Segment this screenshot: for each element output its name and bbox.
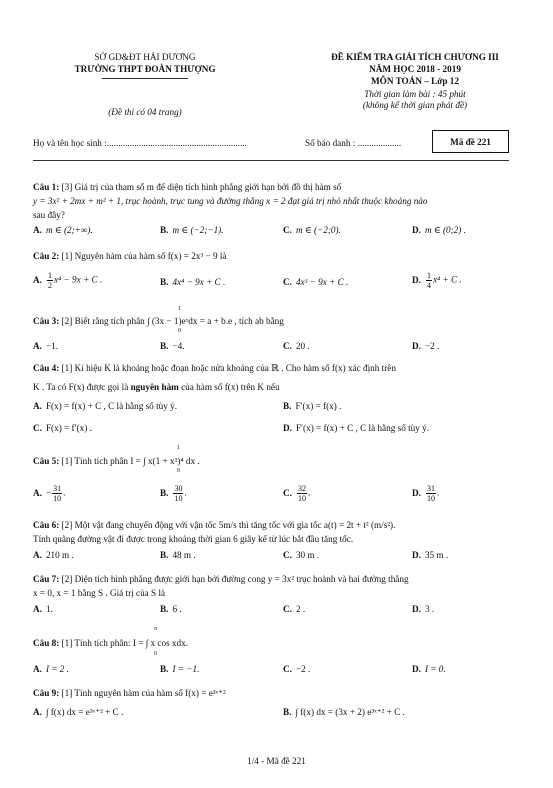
question-1-text-line3: sau đây? <box>33 210 65 220</box>
q1-option-c[interactable]: C. m ∈ (−2;0). <box>283 225 341 235</box>
header-underline <box>102 78 188 79</box>
q5-option-b[interactable]: B. $\frac{30}{10}$ . <box>160 484 187 503</box>
q4-option-a[interactable]: A. F(x) = f(x) + C , C là hằng số tùy ý. <box>33 401 178 411</box>
q4-option-b[interactable]: B. F′(x) = f(x) . <box>283 401 342 411</box>
question-8-text: [1] Tính tích phân: I = ∫ x cos xdx. <box>59 638 189 648</box>
question-1 <box>33 180 523 222</box>
question-4-label: Câu 4: <box>33 363 60 373</box>
question-2 <box>33 249 523 263</box>
question-8 <box>33 636 523 650</box>
time-limit: Thời gian làm bài : 45 phút <box>364 89 466 99</box>
q8-option-d[interactable]: D. I = 0. <box>412 664 446 674</box>
question-3 <box>33 314 523 328</box>
q9-option-a[interactable]: A. ∫ f(x) dx = e³ˣ⁺² + C . <box>33 707 124 717</box>
pages-note: (Đề thi có 04 trang) <box>108 107 182 117</box>
q8-option-b[interactable]: B. I = −1. <box>160 664 200 674</box>
q4-option-c[interactable]: C. F(x) = f′(x) . <box>33 423 92 433</box>
question-4: Câu 4: [1] Kí hiệu K là khoảng hoặc đoạn hoặc nửa khoảng của ℝ . Cho hàm số f(x) xác định trên K . Ta có F(x) được gọi là nguyên hàm của hàm số f(x) trên K nếu <box>33 363 396 392</box>
question-8-label: Câu 8: <box>33 638 60 648</box>
q3-option-a[interactable]: A. −1. <box>33 341 59 351</box>
question-1-text: [3] Giá trị của tham số m để diện tích hình phẳng giới hạn bởi đồ thị hàm số <box>59 182 342 192</box>
q3-lower-limit: 0 <box>178 328 181 334</box>
q1-option-a[interactable]: A. m ∈ (2;+∞). <box>33 225 93 235</box>
page-footer: 1/4 - Mã đề 221 <box>247 756 306 766</box>
q3-option-d[interactable]: D. −2 . <box>412 341 440 351</box>
question-6-label: Câu 6: <box>33 520 60 530</box>
q2-option-c[interactable]: C. 4x³ − 9x + C . <box>283 277 349 287</box>
q4-option-d[interactable]: D. F′(x) = f(x) + C , C là hằng số tùy ý. <box>283 423 430 433</box>
q5-option-a[interactable]: A. − $\frac{31}{10}$ . <box>33 484 66 503</box>
question-9-label: Câu 9: <box>33 688 60 698</box>
q6-option-c[interactable]: C. 30 m . <box>283 550 320 560</box>
q3-option-b[interactable]: B. −4. <box>160 341 185 351</box>
q8-lower-limit: 0 <box>154 651 157 657</box>
question-6-text: [2] Một vật đang chuyển động với vận tốc 5m/s thì tăng tốc với gia tốc a(t) = 2t + t² (m/s²). <box>59 520 396 530</box>
question-5-label: Câu 5: <box>33 456 60 466</box>
question-9-text: [1] Tính nguyên hàm của hàm số f(x) = e³ˣ⁺² <box>59 688 226 698</box>
exam-code: Mã đề 221 <box>450 137 491 147</box>
q6-option-d[interactable]: D. 35 m . <box>412 550 449 560</box>
exam-title: ĐỀ KIỂM TRA GIẢI TÍCH CHƯƠNG III <box>331 52 499 62</box>
question-7 <box>33 572 523 600</box>
question-5-text: [1] Tính tích phân I = ∫ x(1 + x²)⁴ dx . <box>59 456 200 466</box>
question-7-label: Câu 7: <box>33 574 60 584</box>
question-7-text: [2] Diện tích hình phẳng được giới hạn bởi đường cong y = 3x² trục hoành và hai đường thẳng <box>59 574 409 584</box>
q7-option-b[interactable]: B. 6 . <box>160 604 182 614</box>
q2-option-a[interactable]: A. $\frac{1}{2}$ x⁴ − 9x + C . <box>33 271 103 290</box>
q1-option-b[interactable]: B. m ∈ (−2;−1). <box>160 225 224 235</box>
header-divider <box>33 160 509 161</box>
school-name: TRƯỜNG THPT ĐOÀN THƯỢNG <box>74 64 216 74</box>
question-4-text: [1] Kí hiệu K là khoảng hoặc đoạn hoặc nửa khoảng của ℝ . Cho hàm số f(x) xác định trên <box>59 363 396 373</box>
time-note: (không kể thời gian phát đề) <box>362 100 468 110</box>
q6-option-a[interactable]: A. 210 m . <box>33 550 74 560</box>
question-6 <box>33 518 523 546</box>
q8-option-a[interactable]: A. I = 2 . <box>33 664 69 674</box>
q2-option-d[interactable]: D. $\frac{1}{4}$ x⁴ + C . <box>412 271 462 290</box>
q5-option-c[interactable]: C. $\frac{32}{10}$ . <box>283 484 311 503</box>
question-1-text-line2: y = 3x² + 2mx + m² + 1, trục hoành, trục tung và đường thẳng x = 2 đạt giá trị nhỏ nhất thuộc khoảng nào <box>33 196 428 206</box>
question-3-text: [2] Biết rằng tích phân ∫ (3x − 1)eˣdx = a + b.e , tích ab bằng <box>59 316 284 326</box>
school-year: NĂM HỌC 2018 - 2019 <box>369 64 461 74</box>
question-2-label: Câu 2: <box>33 251 60 261</box>
question-5 <box>33 454 523 468</box>
question-1-label: Câu 1: <box>33 182 60 192</box>
q3-upper-limit: 1 <box>178 306 181 312</box>
q7-option-c[interactable]: C. 2 . <box>283 604 306 614</box>
student-id-line: Số báo danh : ................... <box>305 138 402 148</box>
q7-option-a[interactable]: A. 1. <box>33 604 53 614</box>
student-name-line: Họ và tên học sinh :............................................................. <box>33 138 247 148</box>
question-3-label: Câu 3: <box>33 316 60 326</box>
subject: MÔN TOÁN – Lớp 12 <box>371 76 459 86</box>
q5-upper-limit: 1 <box>177 445 180 451</box>
q8-option-c[interactable]: C. −2 . <box>283 664 311 674</box>
q5-lower-limit: 0 <box>177 468 180 474</box>
q2-option-b[interactable]: B. 4x⁴ − 9x + C . <box>160 277 226 287</box>
question-9 <box>33 686 523 700</box>
question-2-text: [1] Nguyên hàm của hàm số f(x) = 2x³ − 9 là <box>59 251 227 261</box>
q5-option-d[interactable]: D. $\frac{31}{10}$ . <box>412 484 440 503</box>
q1-option-d[interactable]: D. m ∈ (0;2) . <box>412 225 466 235</box>
department-name: SỞ GD&ĐT HẢI DƯƠNG <box>94 52 196 62</box>
q7-option-d[interactable]: D. 3 . <box>412 604 435 614</box>
q8-upper-limit: π <box>154 626 158 632</box>
q6-option-b[interactable]: B. 48 m . <box>160 550 196 560</box>
question-6-text-line2: Tính quãng đường vật đi được trong khoảng thời gian 6 giây kể từ lúc bắt đầu tăng tốc. <box>33 534 354 544</box>
q3-option-c[interactable]: C. 20 . <box>283 341 310 351</box>
q9-option-b[interactable]: B. ∫ f(x) dx = (3x + 2) e³ˣ⁺² + C . <box>283 707 405 717</box>
question-7-text-line2: x = 0, x = 1 bằng S . Giá trị của S là <box>33 588 166 598</box>
